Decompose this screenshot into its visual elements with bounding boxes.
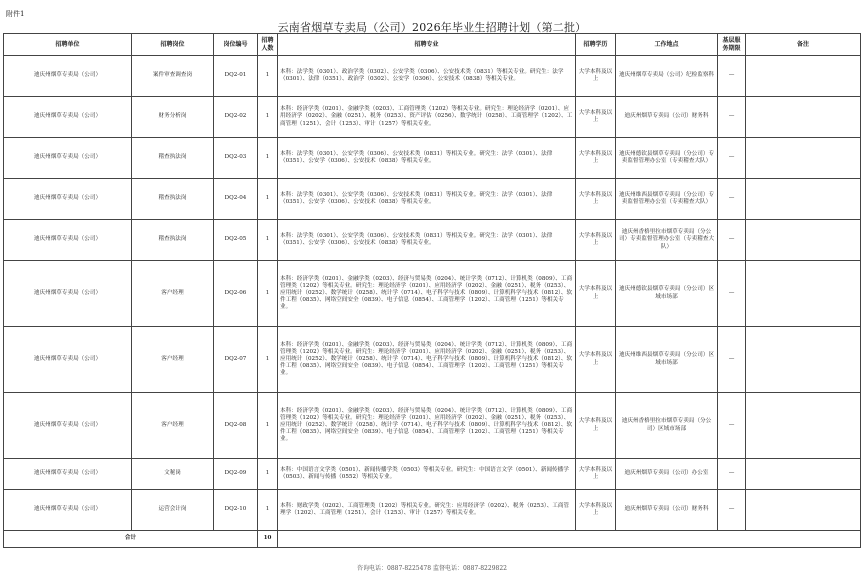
cell-degree: 大学本科及以上 [576,220,616,261]
cell-position: 运营会计岗 [132,490,214,531]
cell-major: 本科：经济学类（0201）、金融学类（0203）、工商管理类（1202）等相关专业。研究生：理论经济学（0201）、应用经济学（0202）、金融（0251）、税务（0253）、资产评估（0256）、数学统计（0258）、工商管理学（1202）、工商管理（1251）、会计（1253）、审计（1257）等相关专业。 [278,97,576,138]
cell-code: DQ2-01 [214,56,258,97]
contact-footer: 咨询电话：0887-8225478 监督电话：0887-8229822 [357,565,507,572]
header-notes: 备注 [746,34,861,56]
cell-unit: 迪庆州烟草专卖局（公司） [4,179,132,220]
header-unit: 招聘单位 [4,34,132,56]
table-row [4,490,861,531]
cell-code: DQ2-07 [214,327,258,393]
table-header-row [4,34,861,56]
header-service: 基层服务期限 [718,34,746,56]
cell-count: 1 [258,490,278,531]
recruitment-table [3,33,861,548]
cell-unit: 迪庆州烟草专卖局（公司） [4,327,132,393]
cell-degree: 大学本科及以上 [576,327,616,393]
header-location: 工作地点 [616,34,718,56]
cell-position: 稽查执法岗 [132,179,214,220]
cell-notes [746,459,861,490]
cell-code: DQ2-05 [214,220,258,261]
cell-notes [746,393,861,459]
cell-service: — [718,490,746,531]
cell-unit: 迪庆州烟草专卖局（公司） [4,97,132,138]
cell-service: — [718,56,746,97]
cell-notes [746,261,861,327]
cell-unit: 迪庆州烟草专卖局（公司） [4,56,132,97]
cell-count: 1 [258,97,278,138]
cell-location: 迪庆州香格里拉市烟草专卖局（分公司）区域市场部 [616,393,718,459]
table-row [4,459,861,490]
cell-location: 迪庆州烟草专卖局（公司）纪检监察科 [616,56,718,97]
cell-unit: 迪庆州烟草专卖局（公司） [4,138,132,179]
cell-degree: 大学本科及以上 [576,459,616,490]
cell-service: — [718,393,746,459]
cell-count: 1 [258,138,278,179]
table-row [4,97,861,138]
cell-service: — [718,97,746,138]
total-count: 10 [258,531,278,548]
cell-location: 迪庆州烟草专卖局（公司）财务科 [616,97,718,138]
cell-unit: 迪庆州烟草专卖局（公司） [4,459,132,490]
cell-position: 稽查执法岗 [132,138,214,179]
cell-location: 迪庆州维西县烟草专卖局（分公司）区域市场部 [616,327,718,393]
page-title: 云南省烟草专卖局（公司）2026年毕业生招聘计划（第二批） [277,21,587,34]
cell-code: DQ2-08 [214,393,258,459]
cell-location: 迪庆州维西县烟草专卖局（分公司）专卖监督管理办公室（专卖稽查大队） [616,179,718,220]
cell-location: 迪庆州烟草专卖局（公司）办公室 [616,459,718,490]
cell-position: 财务分析岗 [132,97,214,138]
total-row [4,531,861,548]
cell-unit: 迪庆州烟草专卖局（公司） [4,393,132,459]
cell-degree: 大学本科及以上 [576,179,616,220]
table-row [4,179,861,220]
cell-unit: 迪庆州烟草专卖局（公司） [4,490,132,531]
cell-code: DQ2-04 [214,179,258,220]
cell-location: 迪庆州烟草专卖局（公司）财务科 [616,490,718,531]
cell-major: 本科：法学类（0301）、政治学类（0302）、公安学类（0306）、公安技术类（0831）等相关专业。研究生：法学（0301）、法律（0351）、政治学（0302）、公安学（0306）、公安技术（0838）等相关专业。 [278,56,576,97]
header-major: 招聘专业 [278,34,576,56]
attachment-label: 附件1 [6,10,25,18]
cell-notes [746,56,861,97]
cell-major: 本科：法学类（0301）、公安学类（0306）、公安技术类（0831）等相关专业。研究生：法学（0301）、法律（0351）、公安学（0306）、公安技术（0838）等相关专业。 [278,138,576,179]
cell-count: 1 [258,459,278,490]
cell-notes [746,490,861,531]
cell-degree: 大学本科及以上 [576,138,616,179]
cell-position: 客户经理 [132,393,214,459]
cell-position: 文秘岗 [132,459,214,490]
cell-degree: 大学本科及以上 [576,56,616,97]
cell-code: DQ2-10 [214,490,258,531]
cell-notes [746,97,861,138]
table-row [4,327,861,393]
cell-notes [746,220,861,261]
cell-location: 迪庆州德钦县烟草专卖局（分公司）专卖监督管理办公室（专卖稽查大队） [616,138,718,179]
cell-major: 本科：财政学类（0202）、工商管理类（1202）等相关专业。研究生：应用经济学（0202）、税务（0253）、工商管理学（1202）、工商管理（1251）、会计（1253）、审计（1257）等相关专业。 [278,490,576,531]
cell-location: 迪庆州德钦县烟草专卖局（分公司）区域市场部 [616,261,718,327]
cell-degree: 大学本科及以上 [576,261,616,327]
cell-notes [746,327,861,393]
cell-service: — [718,327,746,393]
table-row [4,220,861,261]
cell-notes [746,138,861,179]
cell-major: 本科：经济学类（0201）、金融学类（0203）、经济与贸易类（0204）、统计学类（0712）、计算机类（0809）、工商管理类（1202）等相关专业。研究生：理论经济学（0201）、应用经济学（0202）、金融（0251）、税务（0253）、应用统计（0252）、数学统计（0258）、统计学（0714）、电子科学与技术（0809）、计算机科学与技术（0812）、软件工程（0835）、网络空间安全（0839）、电子信息（0854）、工商管理学（1202）、工商管理（1251）等相关专业。 [278,327,576,393]
cell-service: — [718,179,746,220]
cell-count: 1 [258,220,278,261]
cell-unit: 迪庆州烟草专卖局（公司） [4,220,132,261]
cell-position: 案件审查调查岗 [132,56,214,97]
table-row [4,393,861,459]
header-count: 招聘人数 [258,34,278,56]
cell-unit: 迪庆州烟草专卖局（公司） [4,261,132,327]
cell-position: 客户经理 [132,261,214,327]
cell-code: DQ2-06 [214,261,258,327]
cell-major: 本科：法学类（0301）、公安学类（0306）、公安技术类（0831）等相关专业。研究生：法学（0301）、法律（0351）、公安学（0306）、公安技术（0838）等相关专业。 [278,179,576,220]
cell-location: 迪庆州香格里拉市烟草专卖局（分公司）专卖监督管理办公室（专卖稽查大队） [616,220,718,261]
cell-service: — [718,220,746,261]
cell-notes [746,179,861,220]
cell-degree: 大学本科及以上 [576,97,616,138]
cell-service: — [718,459,746,490]
total-label: 合计 [4,531,258,548]
cell-code: DQ2-02 [214,97,258,138]
cell-major: 本科：法学类（0301）、公安学类（0306）、公安技术类（0831）等相关专业。研究生：法学（0301）、法律（0351）、公安学（0306）、公安技术（0838）等相关专业。 [278,220,576,261]
cell-degree: 大学本科及以上 [576,393,616,459]
cell-major: 本科：中国语言文学类（0501）、新闻传播学类（0503）等相关专业。研究生：中国语言文学（0501）、新闻传播学（0503）、新闻与传播（0552）等相关专业。 [278,459,576,490]
table-row [4,261,861,327]
cell-count: 1 [258,261,278,327]
total-blank [278,531,861,548]
cell-service: — [718,138,746,179]
cell-position: 客户经理 [132,327,214,393]
cell-code: DQ2-09 [214,459,258,490]
cell-service: — [718,261,746,327]
cell-degree: 大学本科及以上 [576,490,616,531]
cell-count: 1 [258,327,278,393]
cell-count: 1 [258,56,278,97]
cell-count: 1 [258,393,278,459]
header-position: 招聘岗位 [132,34,214,56]
cell-count: 1 [258,179,278,220]
cell-major: 本科：经济学类（0201）、金融学类（0203）、经济与贸易类（0204）、统计学类（0712）、计算机类（0809）、工商管理类（1202）等相关专业。研究生：理论经济学（0201）、应用经济学（0202）、金融（0251）、税务（0253）、应用统计（0252）、数学统计（0258）、统计学（0714）、电子科学与技术（0809）、计算机科学与技术（0812）、软件工程（0835）、网络空间安全（0839）、电子信息（0854）、工商管理学（1202）、工商管理（1251）等相关专业。 [278,261,576,327]
table-row [4,56,861,97]
header-degree: 招聘学历 [576,34,616,56]
cell-position: 稽查执法岗 [132,220,214,261]
cell-major: 本科：经济学类（0201）、金融学类（0203）、经济与贸易类（0204）、统计学类（0712）、计算机类（0809）、工商管理类（1202）等相关专业。研究生：理论经济学（0201）、应用经济学（0202）、金融（0251）、税务（0253）、应用统计（0252）、数学统计（0258）、统计学（0714）、电子科学与技术（0809）、计算机科学与技术（0812）、软件工程（0835）、网络空间安全（0839）、电子信息（0854）、工商管理学（1202）、工商管理（1251）等相关专业。 [278,393,576,459]
header-code: 岗位编号 [214,34,258,56]
cell-code: DQ2-03 [214,138,258,179]
table-row [4,138,861,179]
